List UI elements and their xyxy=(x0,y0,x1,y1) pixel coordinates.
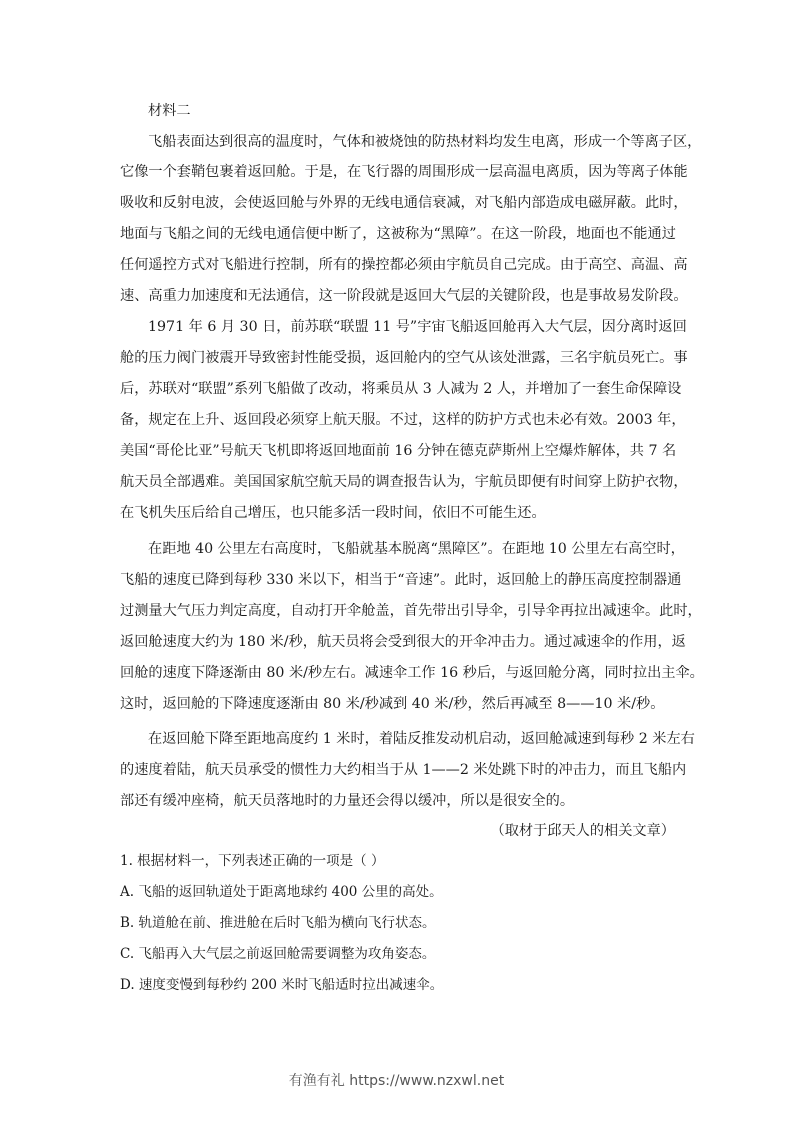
option-a: A. 飞船的返回轨道处于距离地球约 400 公里的高处。 xyxy=(120,884,443,900)
option-c: C. 飞船再入大气层之前返回舱需要调整为攻角姿态。 xyxy=(120,946,436,962)
paragraph-line: 后，苏联对“联盟”系列飞船做了改动，将乘员从 3 人减为 2 人，并增加了一套生命保障设 xyxy=(120,381,682,397)
paragraph-line: 任何遥控方式对飞船进行控制，所有的操控都必须由宇航员自己完成。由于高空、高温、高 xyxy=(120,257,688,273)
option-d: D. 速度变慢到每秒约 200 米时飞船适时拉出减速伞。 xyxy=(120,977,444,993)
option-b: B. 轨道舱在前、推进舱在后时飞船为横向飞行状态。 xyxy=(120,915,436,931)
paragraph-line: 美国“哥伦比亚”号航天飞机即将返回地面前 16 分钟在德克萨斯州上空爆炸解体，共 7 名 xyxy=(120,443,677,459)
paragraph-line: 在距地 40 公里左右高度时，飞船就基本脱离“黑障区”。在距地 10 公里左右高空时， xyxy=(148,541,685,557)
paragraph-line: 吸收和反射电波，会使返回舱与外界的无线电通信衰减，对飞船内部造成电磁屏蔽。此时， xyxy=(120,195,688,211)
footer-watermark: 有渔有礼 https://www.nzxwl.net xyxy=(288,1073,505,1089)
paragraph-line: 部还有缓冲座椅，航天员落地时的力量还会得以缓冲，所以是很安全的。 xyxy=(120,793,575,809)
paragraph-line: 过测量大气压力判定高度，自动打开伞舱盖，首先带出引导伞，引导伞再拉出减速伞。此时， xyxy=(120,603,702,619)
paragraph-line: 航天员全部遇难。美国国家航空航天局的调查报告认为，宇航员即便有时间穿上防护衣物， xyxy=(120,474,688,490)
paragraph-line: 它像一个套鞘包裹着返回舱。于是，在飞行器的周围形成一层高温电离质，因为等离子体能 xyxy=(120,164,688,180)
paragraph-line: 1971 年 6 月 30 日，前苏联“联盟 11 号”宇宙飞船返回舱再入大气层，因分离时返回 xyxy=(148,319,687,335)
paragraph-line: 在飞机失压后给自己增压，也只能多活一段时间，依旧不可能生还。 xyxy=(120,505,546,521)
material-heading: 材料二 xyxy=(148,103,191,119)
paragraph-line: 回舱的速度下降逐渐由 80 米/秒左右。减速伞工作 16 秒后，与返回舱分离，同时拉出主伞。 xyxy=(120,665,704,681)
paragraph-line: 地面与飞船之间的无线电通信便中断了，这被称为“黑障”。在这一阶段，地面也不能通过 xyxy=(120,226,676,242)
source-citation: （取材于邱天人的相关文章） xyxy=(490,823,675,839)
paragraph-line: 这时，返回舱的下降速度逐渐由 80 米/秒减到 40 米/秒，然后再减至 8——10 米/秒。 xyxy=(120,696,665,712)
paragraph-line: 舱的压力阀门被震开导致密封性能受损，返回舱内的空气从该处泄露，三名宇航员死亡。事 xyxy=(120,350,688,366)
paragraph-line: 的速度着陆，航天员承受的惯性力大约相当于从 1——2 米处跳下时的冲击力，而且飞船内 xyxy=(120,762,687,778)
paragraph-line: 返回舱速度大约为 180 米/秒，航天员将会受到很大的开伞冲击力。通过减速伞的作用，返 xyxy=(120,634,686,650)
paragraph-line: 备，规定在上升、返回段必须穿上航天服。不过，这样的防护方式也未必有效。2003 年， xyxy=(120,412,686,428)
paragraph-line: 在返回舱下降至距地高度约 1 米时，着陆反推发动机启动，返回舱减速到每秒 2 米左右 xyxy=(148,731,695,747)
paragraph-line: 飞船的速度已降到每秒 330 米以下，相当于“音速”。此时，返回舱上的静压高度控制器通 xyxy=(120,572,682,588)
question-stem: 1. 根据材料一，下列表述正确的一项是（ ） xyxy=(120,853,385,869)
paragraph-line: 速、高重力加速度和无法通信，这一阶段就是返回大气层的关键阶段，也是事故易发阶段。 xyxy=(120,288,688,304)
paragraph-line: 飞船表面达到很高的温度时，气体和被烧蚀的防热材料均发生电离，形成一个等离子区， xyxy=(148,134,702,150)
